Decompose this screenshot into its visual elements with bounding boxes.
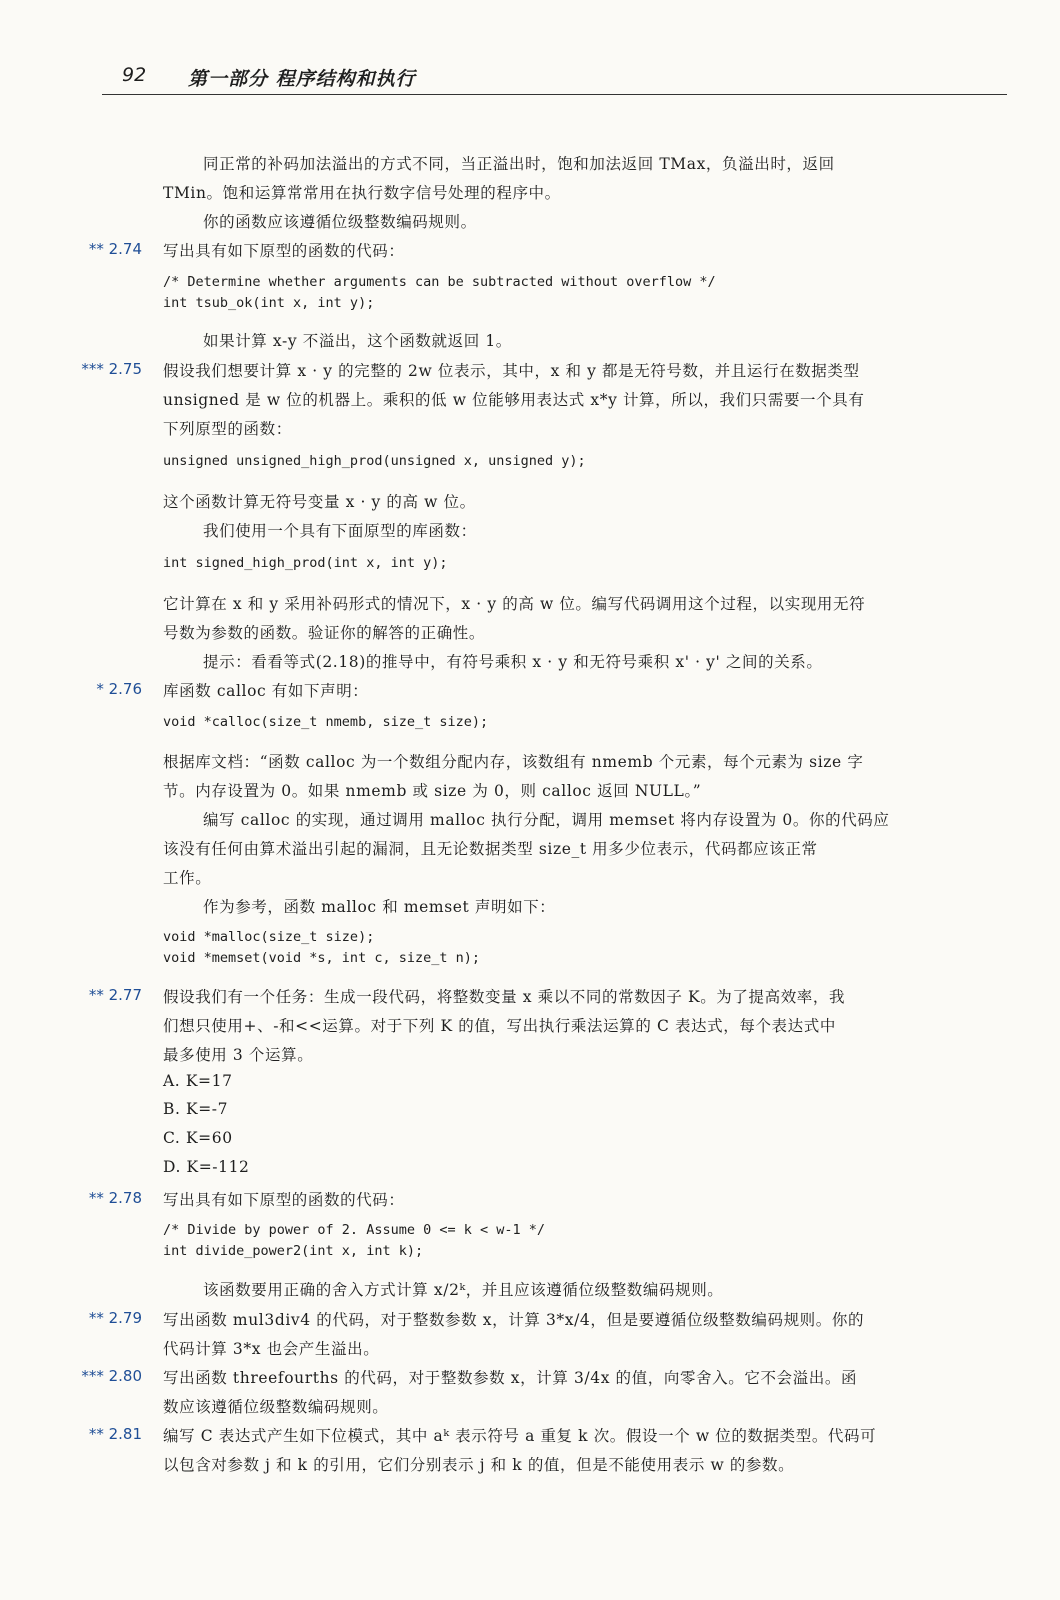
list-item: A. K=17: [163, 1072, 233, 1090]
list-item: D. K=-112: [163, 1158, 250, 1176]
text-line: 我们使用一个具有下面原型的库函数：: [203, 522, 477, 540]
chapter-title: 第一部分 程序结构和执行: [188, 68, 416, 90]
text-line: 下列原型的函数：: [163, 420, 292, 438]
exercise-number: ** 2.74: [88, 240, 142, 258]
text-line: 如果计算 x-y 不溢出，这个函数就返回 1。: [203, 332, 512, 350]
code-line: /* Determine whether arguments can be subtracted without overflow */: [163, 274, 716, 290]
code-line: void *memset(void *s, int c, size_t n);: [163, 950, 480, 966]
text-line: 它计算在 x 和 y 采用补码形式的情况下，x · y 的高 w 位。编写代码调用这个过程，以实现用无符: [163, 595, 866, 613]
code-line: void *malloc(size_t size);: [163, 929, 375, 945]
text-line: 同正常的补码加法溢出的方式不同，当正溢出时，饱和加法返回 TMax，负溢出时，返回: [203, 155, 835, 173]
list-item: C. K=60: [163, 1129, 233, 1147]
text-line: 作为参考，函数 malloc 和 memset 声明如下：: [203, 898, 556, 916]
text-line: 你的函数应该遵循位级整数编码规则。: [203, 213, 477, 231]
page-number: 92: [122, 64, 147, 86]
exercise-text: 写出函数 threefourths 的代码，对于整数参数 x，计算 3/4x 的值，向零舍入。它不会溢出。函: [163, 1369, 858, 1387]
text-line: 节。内存设置为 0。如果 nmemb 或 size 为 0，则 calloc 返回 NULL。”: [163, 782, 702, 800]
exercise-number: ** 2.78: [88, 1189, 142, 1207]
text-line: 工作。: [163, 869, 212, 887]
exercise-number: *** 2.80: [81, 1367, 142, 1385]
exercise-text: 写出具有如下原型的函数的代码：: [163, 1191, 405, 1209]
exercise-number: *** 2.75: [81, 360, 142, 378]
text-line: 们想只使用+、-和<<运算。对于下列 K 的值，写出执行乘法运算的 C 表达式，每个表达式中: [163, 1017, 836, 1035]
code-line: int divide_power2(int x, int k);: [163, 1243, 424, 1259]
exercise-text: 假设我们有一个任务：生成一段代码，将整数变量 x 乘以不同的常数因子 K。为了提高效率，我: [163, 988, 846, 1006]
exercise-text: 库函数 calloc 有如下声明：: [163, 682, 369, 700]
text-line: 这个函数计算无符号变量 x · y 的高 w 位。: [163, 493, 476, 511]
exercise-number: ** 2.77: [88, 986, 142, 1004]
text-line: 代码计算 3*x 也会产生溢出。: [163, 1340, 380, 1358]
running-header: [102, 60, 1007, 95]
text-line: 数应该遵循位级整数编码规则。: [163, 1398, 389, 1416]
text-line: 最多使用 3 个运算。: [163, 1046, 314, 1064]
code-line: int signed_high_prod(int x, int y);: [163, 555, 448, 571]
text-line: 该没有任何由算术溢出引起的漏洞，且无论数据类型 size_t 用多少位表示，代码都应该正常: [163, 840, 818, 858]
text-line: 号数为参数的函数。验证你的解答的正确性。: [163, 624, 486, 642]
code-line: /* Divide by power of 2. Assume 0 <= k < w-1 */: [163, 1222, 546, 1238]
exercise-text: 写出函数 mul3div4 的代码，对于整数参数 x，计算 3*x/4，但是要遵循位级整数编码规则。你的: [163, 1311, 865, 1329]
exercise-text: 写出具有如下原型的函数的代码：: [163, 242, 405, 260]
exercise-text: 编写 C 表达式产生如下位模式，其中 aᵏ 表示符号 a 重复 k 次。假设一个 w 位的数据类型。代码可: [163, 1427, 877, 1445]
exercise-text: 假设我们想要计算 x · y 的完整的 2w 位表示，其中，x 和 y 都是无符号数，并且运行在数据类型: [163, 362, 860, 380]
hint-line: 提示：看看等式(2.18)的推导中，有符号乘积 x · y 和无符号乘积 x' · y' 之间的关系。: [203, 653, 823, 671]
text-line: 该函数要用正确的舍入方式计算 x/2ᵏ，并且应该遵循位级整数编码规则。: [203, 1281, 724, 1299]
text-line: TMin。饱和运算常常用在执行数字信号处理的程序中。: [163, 184, 561, 202]
exercise-number: ** 2.79: [88, 1309, 142, 1327]
list-item: B. K=-7: [163, 1100, 229, 1118]
text-line: 根据库文档：“函数 calloc 为一个数组分配内存，该数组有 nmemb 个元素，每个元素为 size 字: [163, 753, 864, 771]
code-line: void *calloc(size_t nmemb, size_t size);: [163, 714, 489, 730]
code-line: unsigned unsigned_high_prod(unsigned x, unsigned y);: [163, 453, 586, 469]
exercise-number: * 2.76: [96, 680, 142, 698]
code-line: int tsub_ok(int x, int y);: [163, 295, 375, 311]
text-line: 以包含对参数 j 和 k 的引用，它们分别表示 j 和 k 的值，但是不能使用表示 w 的参数。: [163, 1456, 795, 1474]
exercise-number: ** 2.81: [88, 1425, 142, 1443]
text-line: 编写 calloc 的实现，通过调用 malloc 执行分配，调用 memset 将内存设置为 0。你的代码应: [203, 811, 890, 829]
text-line: unsigned 是 w 位的机器上。乘积的低 w 位能够用表达式 x*y 计算，所以，我们只需要一个具有: [163, 391, 865, 409]
